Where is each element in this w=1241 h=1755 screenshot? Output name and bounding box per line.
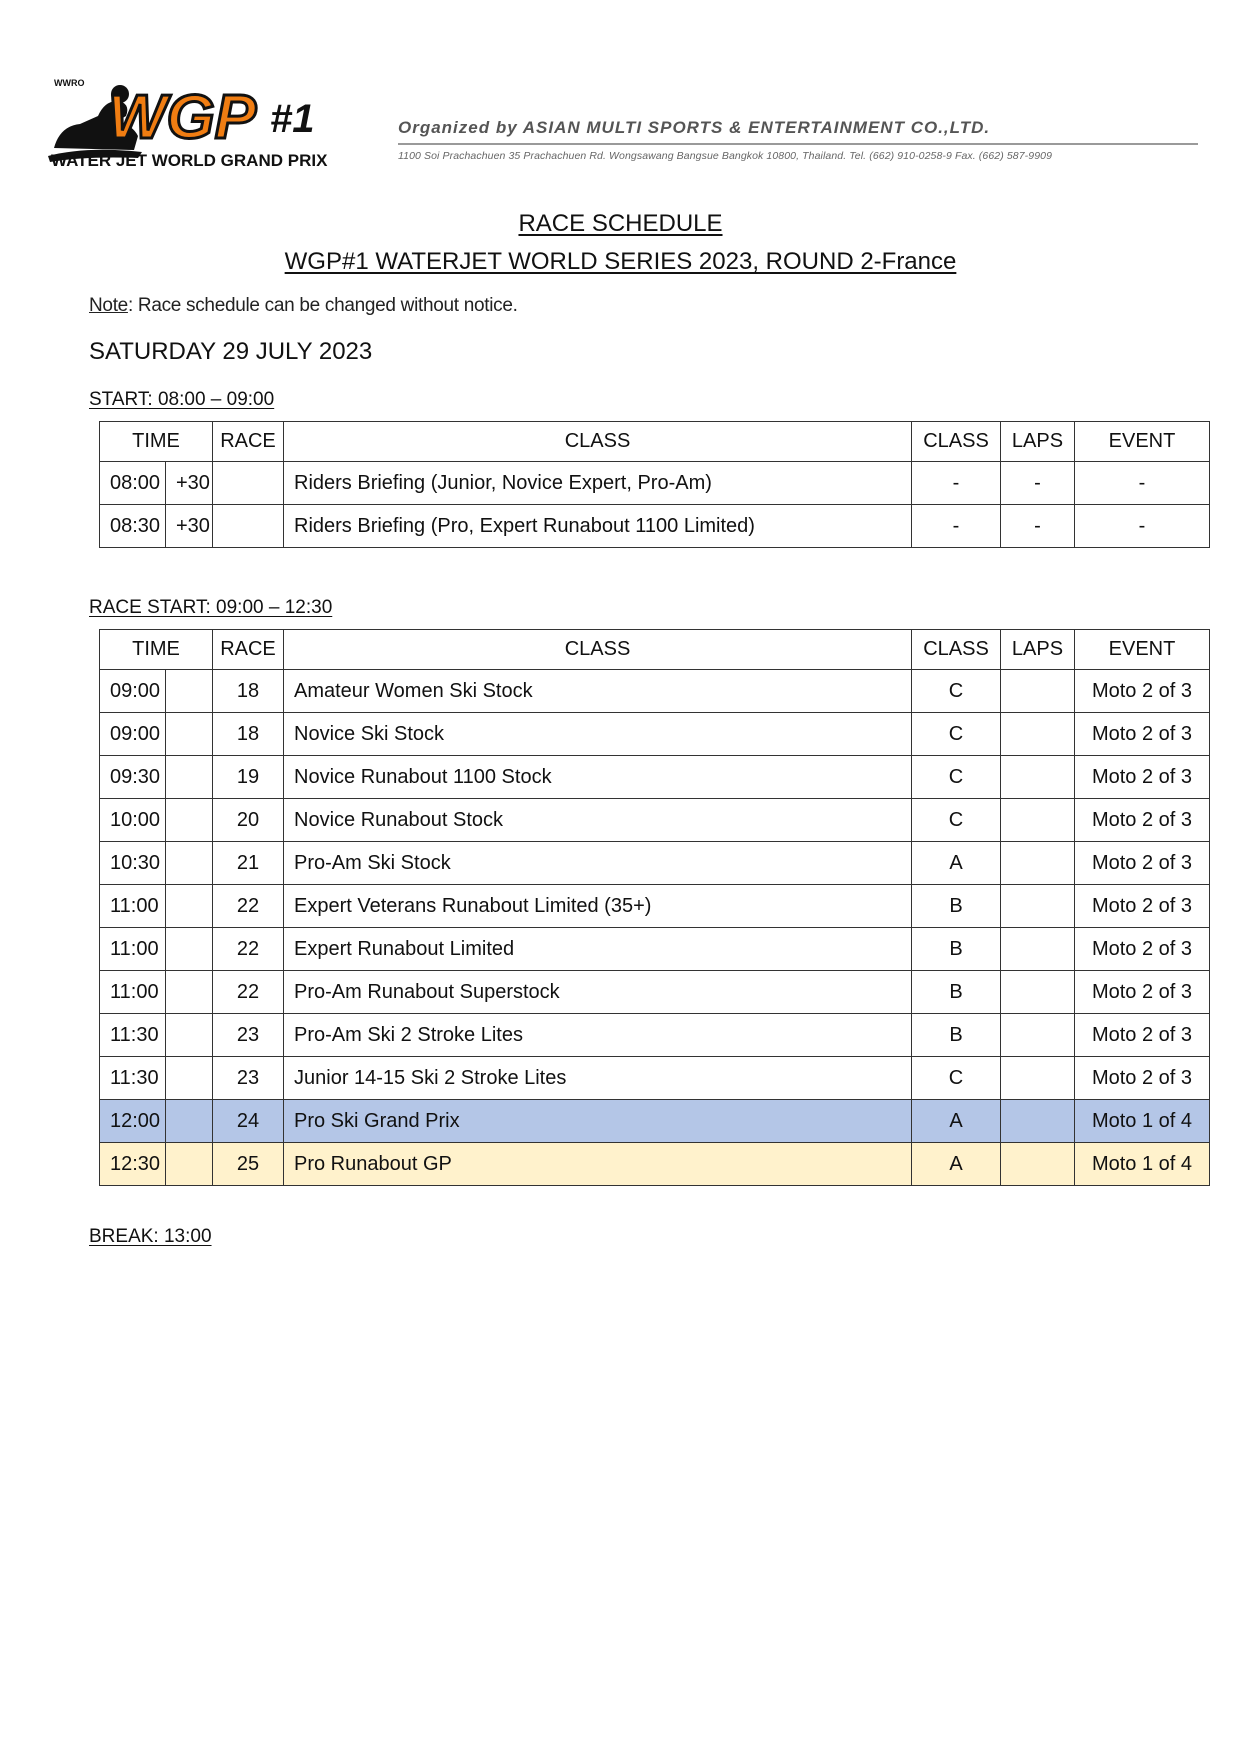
cell-event: Moto 2 of 3	[1075, 885, 1210, 928]
cell-event: Moto 1 of 4	[1075, 1100, 1210, 1143]
cell-time: 12:00	[100, 1100, 166, 1143]
cell-class: Expert Runabout Limited	[284, 928, 912, 971]
cell-laps	[1001, 1057, 1075, 1100]
header-class-code: CLASS	[912, 422, 1001, 462]
cell-time: 09:00	[100, 713, 166, 756]
header-race: RACE	[213, 422, 284, 462]
table-row	[100, 670, 1210, 713]
table-row	[100, 462, 1210, 505]
cell-offset	[166, 1143, 213, 1186]
cell-offset	[166, 842, 213, 885]
cell-class-code: B	[912, 885, 1001, 928]
cell-laps	[1001, 799, 1075, 842]
header-event: EVENT	[1075, 422, 1210, 462]
cell-race: 22	[213, 971, 284, 1014]
start-schedule-table	[99, 421, 1210, 548]
cell-race: 19	[213, 756, 284, 799]
header-time: TIME	[100, 630, 213, 670]
cell-race: 24	[213, 1100, 284, 1143]
cell-offset	[166, 756, 213, 799]
cell-offset	[166, 1014, 213, 1057]
cell-laps: -	[1001, 462, 1075, 505]
cell-class: Novice Runabout 1100 Stock	[284, 756, 912, 799]
cell-laps	[1001, 1143, 1075, 1186]
cell-race: 25	[213, 1143, 284, 1186]
header-event: EVENT	[1075, 630, 1210, 670]
header-laps: LAPS	[1001, 422, 1075, 462]
cell-race	[213, 462, 284, 505]
table-row	[100, 799, 1210, 842]
cell-event: Moto 2 of 3	[1075, 670, 1210, 713]
logo-main-text: WGP	[108, 83, 257, 152]
organizer-address: 1100 Soi Prachachuen 35 Prachachuen Rd. Wongsawang Bangsue Bangkok 10800, Thailand. Tel. (662) 910-0258-9 Fax. (662) 587-9909	[398, 150, 1053, 162]
cell-class-code: C	[912, 756, 1001, 799]
table-row	[100, 971, 1210, 1014]
table-row	[100, 1014, 1210, 1057]
cell-offset: +30	[166, 462, 213, 505]
cell-laps	[1001, 1014, 1075, 1057]
cell-class: Novice Ski Stock	[284, 713, 912, 756]
table-row	[100, 713, 1210, 756]
table-row	[100, 1057, 1210, 1100]
cell-class: Pro Ski Grand Prix	[284, 1100, 912, 1143]
cell-laps	[1001, 842, 1075, 885]
cell-time: 11:00	[100, 885, 166, 928]
cell-class: Pro-Am Ski Stock	[284, 842, 912, 885]
header-class: CLASS	[284, 422, 912, 462]
cell-class-code: -	[912, 505, 1001, 548]
cell-laps	[1001, 1100, 1075, 1143]
cell-class-code: A	[912, 1143, 1001, 1186]
cell-class-code: A	[912, 842, 1001, 885]
break-heading: BREAK: 13:00	[89, 1226, 212, 1247]
cell-time: 11:30	[100, 1057, 166, 1100]
cell-class-code: B	[912, 971, 1001, 1014]
cell-race: 21	[213, 842, 284, 885]
header-time: TIME	[100, 422, 213, 462]
header-race: RACE	[213, 630, 284, 670]
cell-class-code: B	[912, 1014, 1001, 1057]
table-row	[100, 842, 1210, 885]
cell-laps	[1001, 928, 1075, 971]
cell-class: Expert Veterans Runabout Limited (35+)	[284, 885, 912, 928]
cell-offset	[166, 670, 213, 713]
page-title: RACE SCHEDULE	[518, 210, 723, 237]
cell-time: 09:00	[100, 670, 166, 713]
cell-event: Moto 2 of 3	[1075, 756, 1210, 799]
section-race-start-heading: RACE START: 09:00 – 12:30	[89, 597, 333, 618]
cell-race: 20	[213, 799, 284, 842]
cell-class-code: C	[912, 713, 1001, 756]
cell-time: 08:00	[100, 462, 166, 505]
table-row	[100, 885, 1210, 928]
cell-event: Moto 2 of 3	[1075, 928, 1210, 971]
cell-class-code: C	[912, 670, 1001, 713]
table-row	[100, 1143, 1210, 1186]
cell-race: 23	[213, 1057, 284, 1100]
cell-class: Pro-Am Ski 2 Stroke Lites	[284, 1014, 912, 1057]
cell-time: 12:30	[100, 1143, 166, 1186]
cell-race: 22	[213, 928, 284, 971]
cell-event: -	[1075, 505, 1210, 548]
note-text: : Race schedule can be changed without notice.	[127, 295, 518, 316]
race-schedule-table	[99, 629, 1210, 1186]
wgp-logo	[46, 76, 376, 172]
organizer-line: Organized by ASIAN MULTI SPORTS & ENTERTAINMENT CO.,LTD.	[398, 118, 991, 137]
cell-time: 11:00	[100, 971, 166, 1014]
header-laps: LAPS	[1001, 630, 1075, 670]
cell-offset	[166, 799, 213, 842]
cell-laps	[1001, 670, 1075, 713]
table-row	[100, 505, 1210, 548]
logo-tagline: WATER JET WORLD GRAND PRIX	[51, 151, 328, 170]
cell-event: Moto 2 of 3	[1075, 1014, 1210, 1057]
note-label: Note	[89, 295, 128, 316]
cell-race	[213, 505, 284, 548]
cell-offset	[166, 885, 213, 928]
letterhead-divider	[398, 143, 1198, 145]
cell-time: 10:00	[100, 799, 166, 842]
cell-class: Pro Runabout GP	[284, 1143, 912, 1186]
cell-class: Junior 14-15 Ski 2 Stroke Lites	[284, 1057, 912, 1100]
logo-top-text: WWRO	[54, 78, 85, 88]
cell-laps	[1001, 713, 1075, 756]
schedule-note	[89, 295, 518, 317]
cell-offset	[166, 971, 213, 1014]
cell-offset	[166, 928, 213, 971]
table-row	[100, 756, 1210, 799]
cell-time: 09:30	[100, 756, 166, 799]
table-header-row	[100, 630, 1210, 670]
cell-event: Moto 2 of 3	[1075, 842, 1210, 885]
cell-event: Moto 2 of 3	[1075, 1057, 1210, 1100]
cell-class: Novice Runabout Stock	[284, 799, 912, 842]
cell-event: Moto 2 of 3	[1075, 713, 1210, 756]
cell-offset	[166, 1057, 213, 1100]
cell-event: Moto 1 of 4	[1075, 1143, 1210, 1186]
cell-class-code: C	[912, 1057, 1001, 1100]
cell-class: Amateur Women Ski Stock	[284, 670, 912, 713]
logo-number-text: #1	[270, 97, 315, 141]
page-subtitle: WGP#1 WATERJET WORLD SERIES 2023, ROUND 2-France	[284, 248, 957, 275]
cell-class-code: -	[912, 462, 1001, 505]
cell-time: 08:30	[100, 505, 166, 548]
cell-event: Moto 2 of 3	[1075, 799, 1210, 842]
table-row	[100, 928, 1210, 971]
header-class-code: CLASS	[912, 630, 1001, 670]
table-row	[100, 1100, 1210, 1143]
cell-race: 23	[213, 1014, 284, 1057]
cell-event: Moto 2 of 3	[1075, 971, 1210, 1014]
cell-laps	[1001, 885, 1075, 928]
cell-offset	[166, 1100, 213, 1143]
cell-class: Pro-Am Runabout Superstock	[284, 971, 912, 1014]
cell-event: -	[1075, 462, 1210, 505]
day-heading: SATURDAY 29 JULY 2023	[89, 338, 373, 365]
cell-laps	[1001, 971, 1075, 1014]
cell-race: 18	[213, 713, 284, 756]
cell-time: 10:30	[100, 842, 166, 885]
section-start-heading: START: 08:00 – 09:00	[89, 389, 275, 410]
cell-class: Riders Briefing (Pro, Expert Runabout 1100 Limited)	[284, 505, 912, 548]
cell-offset: +30	[166, 505, 213, 548]
cell-class: Riders Briefing (Junior, Novice Expert, Pro-Am)	[284, 462, 912, 505]
cell-class-code: C	[912, 799, 1001, 842]
cell-class-code: B	[912, 928, 1001, 971]
cell-class-code: A	[912, 1100, 1001, 1143]
cell-race: 22	[213, 885, 284, 928]
cell-race: 18	[213, 670, 284, 713]
table-header-row	[100, 422, 1210, 462]
cell-offset	[166, 713, 213, 756]
cell-time: 11:30	[100, 1014, 166, 1057]
cell-laps: -	[1001, 505, 1075, 548]
cell-time: 11:00	[100, 928, 166, 971]
cell-laps	[1001, 756, 1075, 799]
header-class: CLASS	[284, 630, 912, 670]
